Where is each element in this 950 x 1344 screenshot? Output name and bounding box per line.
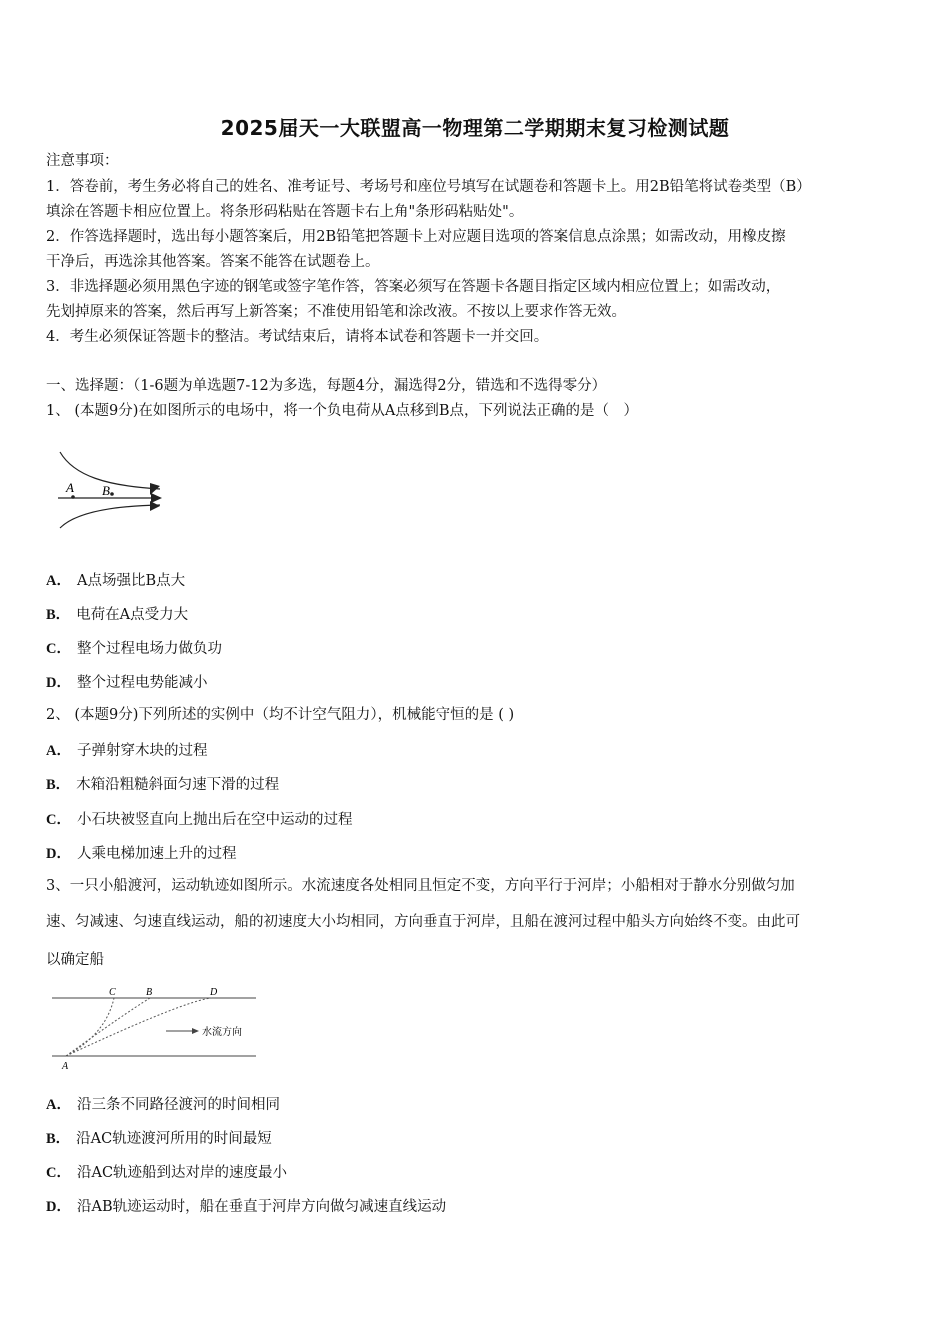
q3-option-d: D． 沿AB轨迹运动时，船在垂直于河岸方向做匀减速直线运动: [46, 1199, 447, 1215]
notes-heading: 注意事项：: [46, 153, 119, 169]
point-a-dot: [71, 495, 75, 499]
notes-line-2: 填涂在答题卡相应位置上。将条形码粘贴在答题卡右上角"条形码粘贴处"。: [46, 204, 524, 220]
q1-option-d: D． 整个过程电势能减小: [46, 675, 208, 691]
point-b-dot: [110, 492, 114, 496]
point-b-label: B: [102, 483, 110, 498]
q2-option-c: C． 小石块被竖直向上抛出后在空中运动的过程: [46, 812, 353, 828]
q2-stem: 2、 (本题9分)下列所述的实例中（均不计空气阻力），机械能守恒的是 ( ): [46, 707, 515, 723]
notes-line-3: 2．作答选择题时，选出每小题答案后，用2B铅笔把答题卡上对应题目选项的答案信息点涂黑；如需改动，用橡皮擦: [46, 229, 786, 245]
q3-stem-line-1: 3、一只小船渡河，运动轨迹如图所示。水流速度各处相同且恒定不变，方向平行于河岸；小船相对于静水分别做匀加: [46, 878, 795, 894]
notes-line-6: 先划掉原来的答案，然后再写上新答案；不准使用铅笔和涂改液。不按以上要求作答无效。: [46, 304, 626, 320]
flow-arrow-head: [192, 1028, 199, 1034]
arrowhead-middle: [151, 493, 162, 503]
point-a-label: A: [62, 1061, 69, 1072]
point-d-label: D: [210, 987, 218, 998]
electric-field-figure: [52, 448, 167, 534]
path-ab: [66, 998, 150, 1056]
path-ad: [66, 998, 212, 1056]
field-line-bottom: [60, 505, 160, 528]
q2-option-b: B． 木箱沿粗糙斜面匀速下滑的过程: [46, 777, 280, 793]
point-b-label: B: [146, 987, 153, 998]
point-c-label: C: [109, 987, 116, 998]
notes-line-7: 4．考生必须保证答题卡的整洁。考试结束后，请将本试卷和答题卡一并交回。: [46, 329, 549, 345]
notes-line-1: 1．答卷前，考生务必将自己的姓名、准考证号、考场号和座位号填写在试题卷和答题卡上。用2B铅笔将试卷类型（B）: [46, 179, 811, 195]
q3-option-c: C． 沿AC轨迹船到达对岸的速度最小: [46, 1165, 288, 1181]
q1-option-a: A． A点场强比B点大: [46, 573, 186, 589]
section-heading: 一、选择题：（1-6题为单选题7-12为多选，每题4分，漏选得2分，错选和不选得零分）: [46, 378, 607, 394]
q2-option-a: A． 子弹射穿木块的过程: [46, 743, 208, 759]
notes-line-4: 干净后，再选涂其他答案。答案不能答在试题卷上。: [46, 254, 380, 270]
q1-option-b: B． 电荷在A点受力大: [46, 607, 189, 623]
q1-option-c: C． 整个过程电场力做负功: [46, 641, 222, 657]
q3-stem-line-2: 速、匀减速、匀速直线运动，船的初速度大小均相同，方向垂直于河岸，且船在渡河过程中船头方向始终不变。由此可: [46, 914, 800, 930]
field-line-top: [60, 452, 160, 489]
notes-line-5: 3．非选择题必须用黑色字迹的钢笔或签字笔作答，答案必须写在答题卡各题目指定区域内相应位置上；如需改动，: [46, 279, 781, 295]
q1-stem: 1、 (本题9分)在如图所示的电场中，将一个负电荷从A点移到B点，下列说法正确的是（ ）: [46, 403, 638, 419]
q3-option-b: B． 沿AC轨迹渡河所用的时间最短: [46, 1131, 272, 1147]
river-crossing-figure: [46, 984, 262, 1074]
q3-stem-line-3: 以确定船: [46, 952, 104, 968]
arrowhead-bottom: [150, 501, 160, 511]
page-title: 2025届天一大联盟高一物理第二学期期末复习检测试题: [220, 116, 730, 140]
flow-direction-label: 水流方向: [202, 1027, 242, 1038]
q2-option-d: D． 人乘电梯加速上升的过程: [46, 846, 237, 862]
point-a-label: A: [66, 480, 74, 495]
q3-option-a: A． 沿三条不同路径渡河的时间相同: [46, 1097, 280, 1113]
